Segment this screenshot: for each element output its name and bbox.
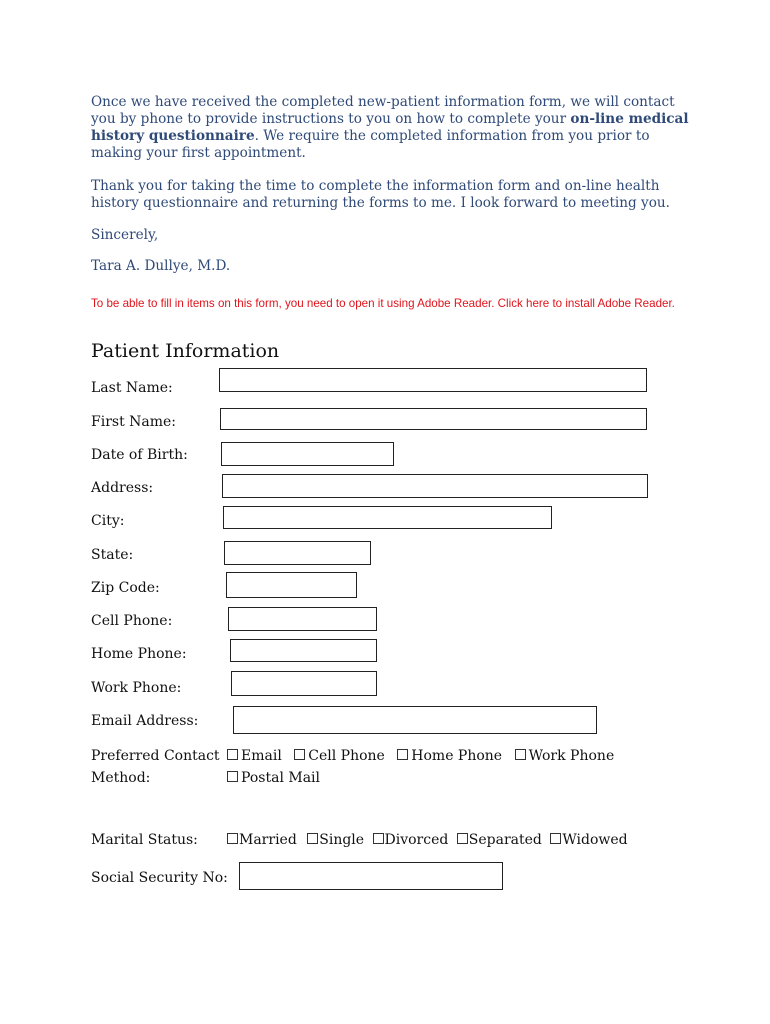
option-label: Home Phone [411, 748, 503, 764]
state-label: State: [91, 547, 134, 563]
intro-text-end: . We require the completed information from you prior to making your first appointment. [91, 128, 650, 161]
marital-option-widowed[interactable] [550, 831, 627, 849]
option-label: Email [241, 748, 282, 764]
address-input[interactable] [222, 474, 648, 498]
address-label: Address: [91, 480, 154, 496]
adobe-reader-notice[interactable]: To be able to fill in items on this form, you need to open it using Adobe Reader. Click here to install Adobe Reader. [91, 297, 675, 310]
first-name-input[interactable] [220, 408, 647, 430]
marital-option-separated[interactable] [457, 831, 542, 849]
option-label: Divorced [384, 832, 449, 848]
contact-option-cell-phone[interactable] [294, 747, 385, 765]
city-label: City: [91, 513, 125, 529]
option-label: Work Phone [528, 748, 615, 764]
checkbox[interactable] [294, 749, 305, 760]
contact-method-options-row1 [227, 747, 614, 765]
intro-paragraph-2: Thank you for taking the time to complete the information form and on-line health history questionnaire and returning the forms to me. I look forward to meeting you. [91, 178, 670, 211]
cell-phone-label: Cell Phone: [91, 613, 173, 629]
section-title: Patient Information [91, 340, 280, 362]
checkbox[interactable] [515, 749, 526, 760]
last-name-input[interactable] [219, 368, 647, 392]
work-phone-label: Work Phone: [91, 680, 182, 696]
first-name-label: First Name: [91, 414, 177, 430]
questionnaire-link-text: on-line medical history questionnaire [91, 111, 689, 144]
checkbox[interactable] [227, 833, 238, 844]
option-label: Single [319, 832, 365, 848]
marital-option-divorced[interactable] [373, 831, 449, 849]
email-label: Email Address: [91, 713, 199, 729]
marital-option-married[interactable] [227, 831, 297, 849]
intro-text: Once we have received the completed new-patient information form, we will contact you by phone to provide instructions to you on how to complete your [91, 94, 675, 127]
dob-input[interactable] [221, 442, 394, 466]
contact-option-email[interactable] [227, 747, 282, 765]
intro-paragraph-1 [91, 94, 691, 162]
work-phone-input[interactable] [231, 671, 377, 696]
contact-method-label-line2: Method: [91, 770, 151, 786]
checkbox[interactable] [373, 833, 384, 844]
state-input[interactable] [224, 541, 371, 565]
ssn-label: Social Security No: [91, 870, 228, 886]
contact-method-options-row2 [227, 769, 320, 787]
checkbox[interactable] [307, 833, 318, 844]
marital-option-single[interactable] [307, 831, 364, 849]
contact-option-work-phone[interactable] [515, 747, 615, 765]
email-input[interactable] [233, 706, 597, 734]
home-phone-input[interactable] [230, 639, 377, 662]
option-label: Widowed [562, 832, 628, 848]
option-label: Married [239, 832, 297, 848]
marital-status-options [227, 831, 628, 849]
zip-input[interactable] [226, 572, 357, 598]
checkbox[interactable] [457, 833, 468, 844]
city-input[interactable] [223, 506, 552, 529]
marital-status-label: Marital Status: [91, 832, 198, 848]
contact-method-label-line1: Preferred Contact [91, 748, 220, 764]
checkbox[interactable] [397, 749, 408, 760]
option-label: Separated [468, 832, 542, 848]
ssn-input[interactable] [239, 862, 503, 890]
signature: Tara A. Dullye, M.D. [91, 258, 231, 274]
contact-option-home-phone[interactable] [397, 747, 502, 765]
last-name-label: Last Name: [91, 380, 173, 396]
checkbox[interactable] [227, 771, 238, 782]
option-label: Postal Mail [241, 770, 321, 786]
checkbox[interactable] [550, 833, 561, 844]
home-phone-label: Home Phone: [91, 646, 187, 662]
dob-label: Date of Birth: [91, 447, 188, 463]
checkbox[interactable] [227, 749, 238, 760]
cell-phone-input[interactable] [228, 607, 377, 631]
option-label: Cell Phone [308, 748, 385, 764]
contact-option-postal-mail[interactable] [227, 769, 320, 787]
zip-label: Zip Code: [91, 580, 160, 596]
closing: Sincerely, [91, 227, 159, 243]
